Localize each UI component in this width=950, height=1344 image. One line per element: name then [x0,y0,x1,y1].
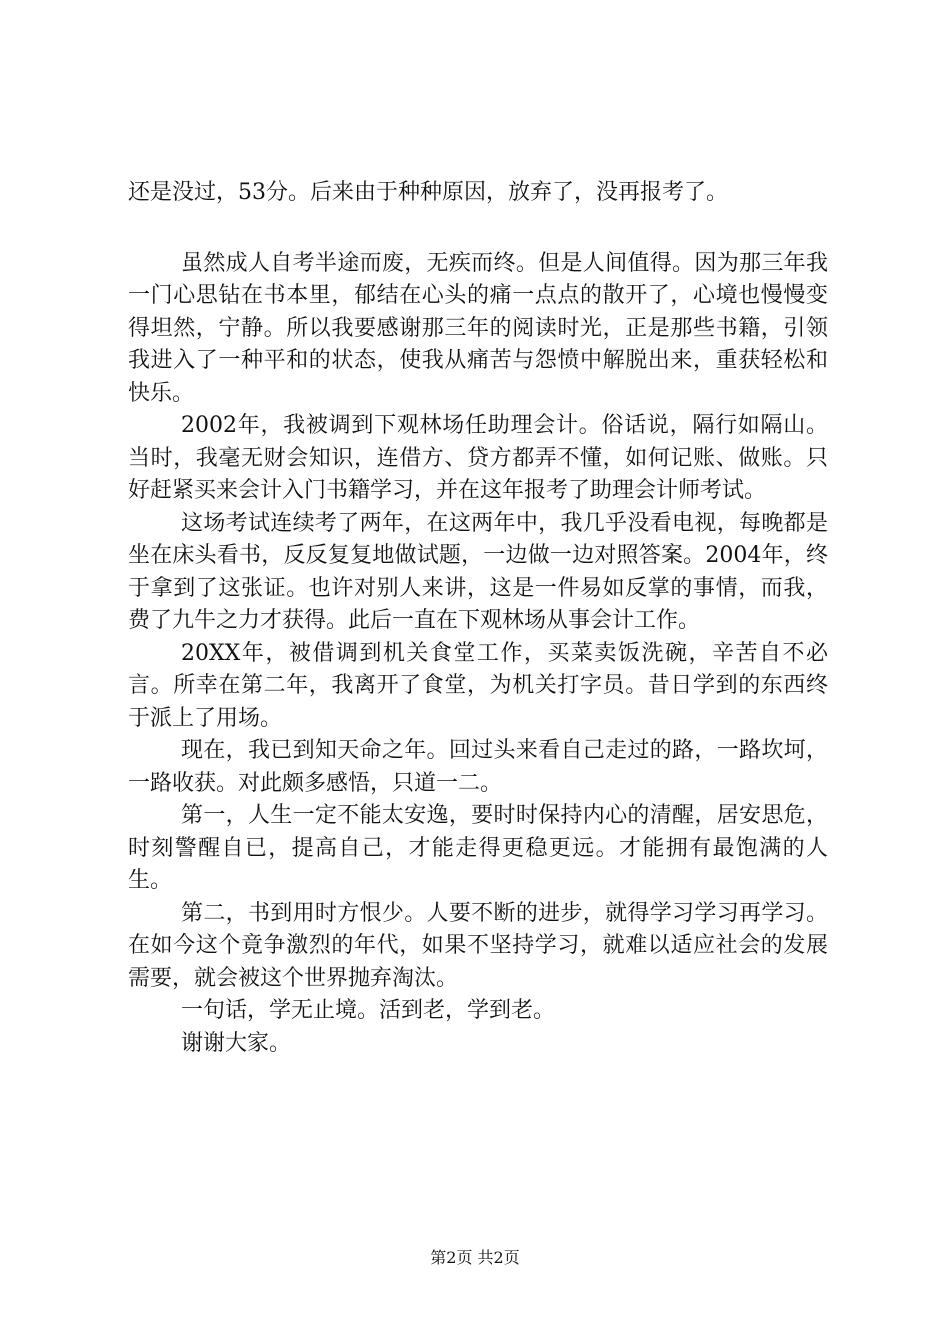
page-footer: 第2页 共2页 [430,1248,520,1267]
paragraph-6: 现在，我已到知天命之年。回过头来看自己走过的路，一路坎坷，一路收获。对此颇多感悟，只道一二。 [128,738,828,796]
paragraph-9: 一句话，学无止境。活到老，学到老。 [181,998,556,1023]
paragraph-8: 第二，书到用时方恨少。人要不断的进步，就得学习学习再学习。在如今这个竟争激烈的年代，如果不坚持学习，就难以适应社会的发展需要，就会被这个世界抛弃淘汰。 [128,900,828,991]
paragraph-1: 还是没过，53分。后来由于种种原因，放弃了，没再报考了。 [128,180,728,205]
paragraph-4: 这场考试连续考了两年，在这两年中，我几乎没看电视，每晚都是坐在床头看书，反反复复地做试题，一边做一边对照答案。2004年，终于拿到了这张证。也许对别人来讲，这是一件易如反掌的事情，而我，费了九牛之力才获得。此后一直在下观林场从事会计工作。 [128,510,828,633]
paragraph-10: 谢谢大家。 [181,1030,292,1056]
paragraph-2: 虽然成人自考半途而废，无疾而终。但是人间值得。因为那三年我一门心思钻在书本里，郁结在心头的痛一点点的散开了，心境也慢慢变得坦然，宁静。所以我要感谢那三年的阅读时光，正是那些书籍，引领我进入了一种平和的状态，使我从痛苦与怨愤中解脱出来，重获轻松和快乐。 [128,250,828,406]
paragraph-7: 第一，人生一定不能太安逸，要时时保持内心的清醒，居安思危，时刻警醒自已，提高自己，才能走得更稳更远。才能拥有最饱满的人生。 [128,803,828,893]
document-body [128,177,828,1060]
paragraph-5: 20XX年，被借调到机关食堂工作，买菜卖饭洗碗，辛苦自不必言。所幸在第二年，我离开了食堂，为机关打字员。昔日学到的东西终于派上了用场。 [128,640,828,731]
paragraph-3: 2002年，我被调到下观林场任助理会计。俗话说，隔行如隔山。当时，我毫无财会知识，连借方、贷方都弄不懂，如何记账、做账。只好赶紧买来会计入门书籍学习，并在这年报考了助理会计师考试。 [128,413,828,503]
